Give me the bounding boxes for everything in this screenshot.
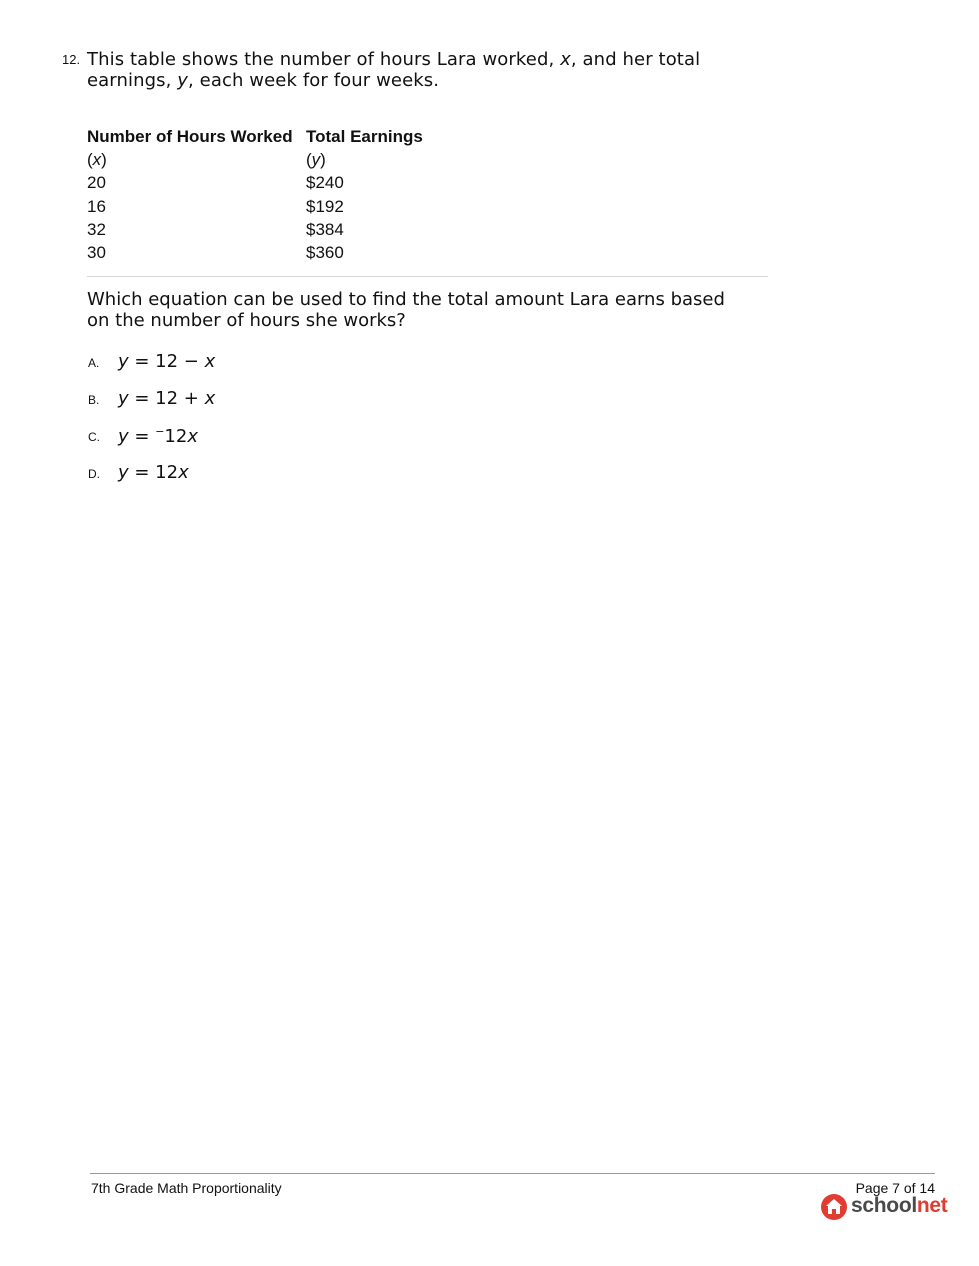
choice-letter: C. [88, 430, 100, 444]
question-stem: This table shows the number of hours Lara worked, x, and her total earnings, y, each week for four weeks. [87, 49, 701, 91]
hours-cell: 16 [87, 196, 106, 216]
earnings-cell: $360 [306, 243, 344, 263]
table-divider [87, 276, 768, 277]
choice-expression: y = −12x [118, 425, 198, 447]
question-prompt: Which equation can be used to find the total amount Lara earns based on the number of hours she works? [87, 289, 725, 331]
table-units-row [87, 148, 446, 171]
column-header-hours: Number of Hours Worked [87, 127, 293, 146]
schoolnet-logo [820, 1193, 948, 1223]
column-header-earnings: Total Earnings [306, 127, 423, 146]
choice-expression: y = 12x [118, 462, 189, 483]
footer-title: 7th Grade Math Proportionality [91, 1180, 282, 1196]
earnings-cell: $192 [306, 196, 344, 216]
table-row [87, 171, 446, 194]
question-number: 12. [62, 52, 81, 67]
hours-cell: 32 [87, 220, 106, 240]
logo-wordmark: schoolnet [851, 1194, 948, 1217]
choice-letter: A. [88, 356, 100, 370]
earnings-cell: $384 [306, 220, 344, 240]
unit-x: (x) [87, 150, 107, 170]
negative-sign: − [155, 425, 165, 438]
hours-earnings-table [87, 125, 446, 264]
table-row [87, 218, 446, 241]
footer-divider [90, 1173, 935, 1174]
table-row [87, 241, 446, 264]
hours-cell: 20 [87, 173, 106, 193]
unit-y: (y) [306, 150, 326, 170]
choice-letter: B. [88, 393, 100, 407]
choice-expression: y = 12 − x [118, 351, 216, 372]
hours-cell: 30 [87, 243, 106, 263]
choice-expression: y = 12 + x [118, 388, 216, 409]
table-header-row [87, 125, 446, 148]
choice-letter: D. [88, 467, 100, 481]
table-row [87, 195, 446, 218]
earnings-cell: $240 [306, 173, 344, 193]
house-icon [820, 1193, 848, 1221]
page-indicator: Page 7 of 14 [855, 1180, 935, 1196]
